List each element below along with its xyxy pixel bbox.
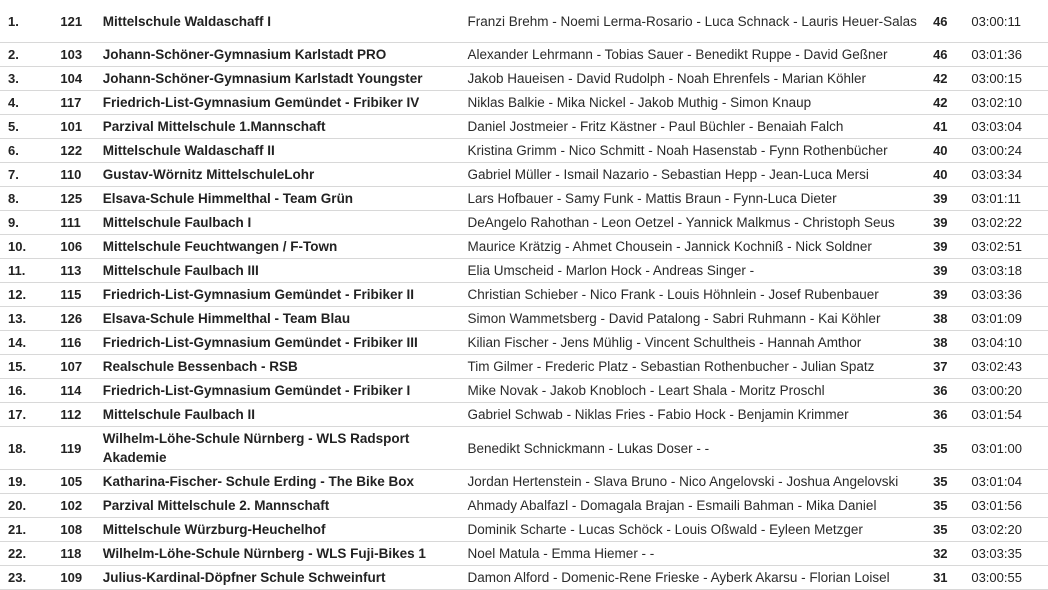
table-row xyxy=(0,187,1048,211)
team-cell: Johann-Schöner-Gymnasium Karlstadt Youngster xyxy=(99,67,464,91)
team-cell: Mittelschule Würzburg-Heuchelhof xyxy=(99,518,464,542)
riders-cell: Lars Hofbauer - Samy Funk - Mattis Braun - Fynn-Luca Dieter xyxy=(464,187,930,211)
number-cell: 110 xyxy=(56,163,98,187)
number-cell: 104 xyxy=(56,67,98,91)
table-row xyxy=(0,91,1048,115)
riders-cell: Dominik Scharte - Lucas Schöck - Louis Oßwald - Eyleen Metzger xyxy=(464,518,930,542)
number-cell: 113 xyxy=(56,259,98,283)
table-row xyxy=(0,43,1048,67)
points-cell: 36 xyxy=(929,403,967,427)
riders-cell: Benedikt Schnickmann - Lukas Doser - - xyxy=(464,427,930,470)
time-cell: 03:03:35 xyxy=(967,542,1048,566)
rank-cell: 15. xyxy=(0,355,56,379)
points-cell: 35 xyxy=(929,494,967,518)
points-cell: 40 xyxy=(929,139,967,163)
riders-cell: Franzi Brehm - Noemi Lerma-Rosario - Luca Schnack - Lauris Heuer-Salas xyxy=(464,0,930,43)
table-row xyxy=(0,0,1048,43)
points-cell: 35 xyxy=(929,427,967,470)
number-cell: 122 xyxy=(56,139,98,163)
points-cell: 31 xyxy=(929,566,967,590)
team-cell: Parzival Mittelschule 2. Mannschaft xyxy=(99,494,464,518)
time-cell: 03:01:11 xyxy=(967,187,1048,211)
points-cell: 35 xyxy=(929,518,967,542)
rank-cell: 2. xyxy=(0,43,56,67)
rank-cell: 10. xyxy=(0,235,56,259)
rank-cell: 4. xyxy=(0,91,56,115)
riders-cell: Niklas Balkie - Mika Nickel - Jakob Muthig - Simon Knaup xyxy=(464,91,930,115)
number-cell: 102 xyxy=(56,494,98,518)
time-cell: 03:00:11 xyxy=(967,0,1048,43)
number-cell: 116 xyxy=(56,331,98,355)
points-cell: 40 xyxy=(929,163,967,187)
points-cell: 42 xyxy=(929,67,967,91)
number-cell: 117 xyxy=(56,91,98,115)
table-row xyxy=(0,163,1048,187)
time-cell: 03:03:34 xyxy=(967,163,1048,187)
table-row xyxy=(0,259,1048,283)
team-cell: Johann-Schöner-Gymnasium Karlstadt PRO xyxy=(99,43,464,67)
rank-cell: 8. xyxy=(0,187,56,211)
team-cell: Parzival Mittelschule 1.Mannschaft xyxy=(99,115,464,139)
table-row xyxy=(0,283,1048,307)
table-row xyxy=(0,307,1048,331)
number-cell: 119 xyxy=(56,427,98,470)
table-row xyxy=(0,379,1048,403)
time-cell: 03:00:55 xyxy=(967,566,1048,590)
team-cell: Realschule Bessenbach - RSB xyxy=(99,355,464,379)
rank-cell: 5. xyxy=(0,115,56,139)
points-cell: 42 xyxy=(929,91,967,115)
number-cell: 106 xyxy=(56,235,98,259)
team-cell: Friedrich-List-Gymnasium Gemündet - Fribiker III xyxy=(99,331,464,355)
time-cell: 03:01:54 xyxy=(967,403,1048,427)
time-cell: 03:02:10 xyxy=(967,91,1048,115)
number-cell: 112 xyxy=(56,403,98,427)
rank-cell: 17. xyxy=(0,403,56,427)
team-cell: Mittelschule Faulbach III xyxy=(99,259,464,283)
time-cell: 03:00:15 xyxy=(967,67,1048,91)
riders-cell: Damon Alford - Domenic-Rene Frieske - Ayberk Akarsu - Florian Loisel xyxy=(464,566,930,590)
rank-cell: 13. xyxy=(0,307,56,331)
number-cell: 115 xyxy=(56,283,98,307)
riders-cell: Christian Schieber - Nico Frank - Louis Höhnlein - Josef Rubenbauer xyxy=(464,283,930,307)
team-cell: Friedrich-List-Gymnasium Gemündet - Fribiker II xyxy=(99,283,464,307)
time-cell: 03:01:00 xyxy=(967,427,1048,470)
points-cell: 39 xyxy=(929,235,967,259)
rank-cell: 3. xyxy=(0,67,56,91)
team-cell: Mittelschule Faulbach II xyxy=(99,403,464,427)
points-cell: 36 xyxy=(929,379,967,403)
riders-cell: Gabriel Müller - Ismail Nazario - Sebastian Hepp - Jean-Luca Mersi xyxy=(464,163,930,187)
number-cell: 103 xyxy=(56,43,98,67)
table-row xyxy=(0,403,1048,427)
number-cell: 125 xyxy=(56,187,98,211)
table-row xyxy=(0,355,1048,379)
time-cell: 03:00:20 xyxy=(967,379,1048,403)
number-cell: 126 xyxy=(56,307,98,331)
time-cell: 03:04:10 xyxy=(967,331,1048,355)
points-cell: 39 xyxy=(929,259,967,283)
number-cell: 105 xyxy=(56,470,98,494)
rank-cell: 7. xyxy=(0,163,56,187)
points-cell: 46 xyxy=(929,43,967,67)
number-cell: 101 xyxy=(56,115,98,139)
team-cell: Gustav-Wörnitz MittelschuleLohr xyxy=(99,163,464,187)
team-cell: Mittelschule Faulbach I xyxy=(99,211,464,235)
table-row xyxy=(0,494,1048,518)
time-cell: 03:03:04 xyxy=(967,115,1048,139)
table-row xyxy=(0,235,1048,259)
team-cell: Elsava-Schule Himmelthal - Team Blau xyxy=(99,307,464,331)
number-cell: 107 xyxy=(56,355,98,379)
riders-cell: Elia Umscheid - Marlon Hock - Andreas Singer - xyxy=(464,259,930,283)
team-cell: Friedrich-List-Gymnasium Gemündet - Fribiker IV xyxy=(99,91,464,115)
team-cell: Katharina-Fischer- Schule Erding - The Bike Box xyxy=(99,470,464,494)
team-cell: Wilhelm-Löhe-Schule Nürnberg - WLS Radsport Akademie xyxy=(99,427,464,470)
rank-cell: 9. xyxy=(0,211,56,235)
table-row xyxy=(0,542,1048,566)
riders-cell: Jordan Hertenstein - Slava Bruno - Nico Angelovski - Joshua Angelovski xyxy=(464,470,930,494)
time-cell: 03:01:04 xyxy=(967,470,1048,494)
riders-cell: Noel Matula - Emma Hiemer - - xyxy=(464,542,930,566)
rank-cell: 20. xyxy=(0,494,56,518)
team-cell: Mittelschule Feuchtwangen / F-Town xyxy=(99,235,464,259)
table-row xyxy=(0,470,1048,494)
points-cell: 39 xyxy=(929,283,967,307)
points-cell: 32 xyxy=(929,542,967,566)
riders-cell: Kristina Grimm - Nico Schmitt - Noah Hasenstab - Fynn Rothenbücher xyxy=(464,139,930,163)
time-cell: 03:01:36 xyxy=(967,43,1048,67)
time-cell: 03:02:20 xyxy=(967,518,1048,542)
points-cell: 39 xyxy=(929,211,967,235)
number-cell: 111 xyxy=(56,211,98,235)
riders-cell: DeAngelo Rahothan - Leon Oetzel - Yannick Malkmus - Christoph Seus xyxy=(464,211,930,235)
points-cell: 39 xyxy=(929,187,967,211)
points-cell: 41 xyxy=(929,115,967,139)
riders-cell: Tim Gilmer - Frederic Platz - Sebastian Rothenbucher - Julian Spatz xyxy=(464,355,930,379)
riders-cell: Gabriel Schwab - Niklas Fries - Fabio Hock - Benjamin Krimmer xyxy=(464,403,930,427)
rank-cell: 23. xyxy=(0,566,56,590)
team-cell: Elsava-Schule Himmelthal - Team Grün xyxy=(99,187,464,211)
time-cell: 03:02:22 xyxy=(967,211,1048,235)
team-cell: Friedrich-List-Gymnasium Gemündet - Fribiker I xyxy=(99,379,464,403)
points-cell: 37 xyxy=(929,355,967,379)
team-cell: Julius-Kardinal-Döpfner Schule Schweinfurt xyxy=(99,566,464,590)
time-cell: 03:02:51 xyxy=(967,235,1048,259)
rank-cell: 6. xyxy=(0,139,56,163)
riders-cell: Alexander Lehrmann - Tobias Sauer - Benedikt Ruppe - David Geßner xyxy=(464,43,930,67)
riders-cell: Jakob Haueisen - David Rudolph - Noah Ehrenfels - Marian Köhler xyxy=(464,67,930,91)
rank-cell: 16. xyxy=(0,379,56,403)
rank-cell: 14. xyxy=(0,331,56,355)
points-cell: 38 xyxy=(929,331,967,355)
number-cell: 121 xyxy=(56,0,98,43)
rank-cell: 18. xyxy=(0,427,56,470)
table-row xyxy=(0,518,1048,542)
number-cell: 109 xyxy=(56,566,98,590)
riders-cell: Kilian Fischer - Jens Mühlig - Vincent Schultheis - Hannah Amthor xyxy=(464,331,930,355)
table-row xyxy=(0,331,1048,355)
time-cell: 03:03:18 xyxy=(967,259,1048,283)
number-cell: 108 xyxy=(56,518,98,542)
rank-cell: 11. xyxy=(0,259,56,283)
time-cell: 03:01:56 xyxy=(967,494,1048,518)
table-row xyxy=(0,67,1048,91)
team-cell: Mittelschule Waldaschaff I xyxy=(99,0,464,43)
rank-cell: 1. xyxy=(0,0,56,43)
riders-cell: Ahmady Abalfazl - Domagala Brajan - Esmaili Bahman - Mika Daniel xyxy=(464,494,930,518)
time-cell: 03:00:24 xyxy=(967,139,1048,163)
rank-cell: 12. xyxy=(0,283,56,307)
points-cell: 35 xyxy=(929,470,967,494)
table-row xyxy=(0,211,1048,235)
riders-cell: Simon Wammetsberg - David Patalong - Sabri Ruhmann - Kai Köhler xyxy=(464,307,930,331)
time-cell: 03:02:43 xyxy=(967,355,1048,379)
table-row xyxy=(0,115,1048,139)
team-cell: Mittelschule Waldaschaff II xyxy=(99,139,464,163)
table-row xyxy=(0,139,1048,163)
number-cell: 118 xyxy=(56,542,98,566)
time-cell: 03:03:36 xyxy=(967,283,1048,307)
number-cell: 114 xyxy=(56,379,98,403)
rank-cell: 19. xyxy=(0,470,56,494)
points-cell: 46 xyxy=(929,0,967,43)
table-row xyxy=(0,427,1048,470)
rank-cell: 21. xyxy=(0,518,56,542)
riders-cell: Mike Novak - Jakob Knobloch - Leart Shala - Moritz Proschl xyxy=(464,379,930,403)
points-cell: 38 xyxy=(929,307,967,331)
riders-cell: Daniel Jostmeier - Fritz Kästner - Paul Büchler - Benaiah Falch xyxy=(464,115,930,139)
rank-cell: 22. xyxy=(0,542,56,566)
team-cell: Wilhelm-Löhe-Schule Nürnberg - WLS Fuji-Bikes 1 xyxy=(99,542,464,566)
time-cell: 03:01:09 xyxy=(967,307,1048,331)
riders-cell: Maurice Krätzig - Ahmet Chousein - Jannick Kochniß - Nick Soldner xyxy=(464,235,930,259)
